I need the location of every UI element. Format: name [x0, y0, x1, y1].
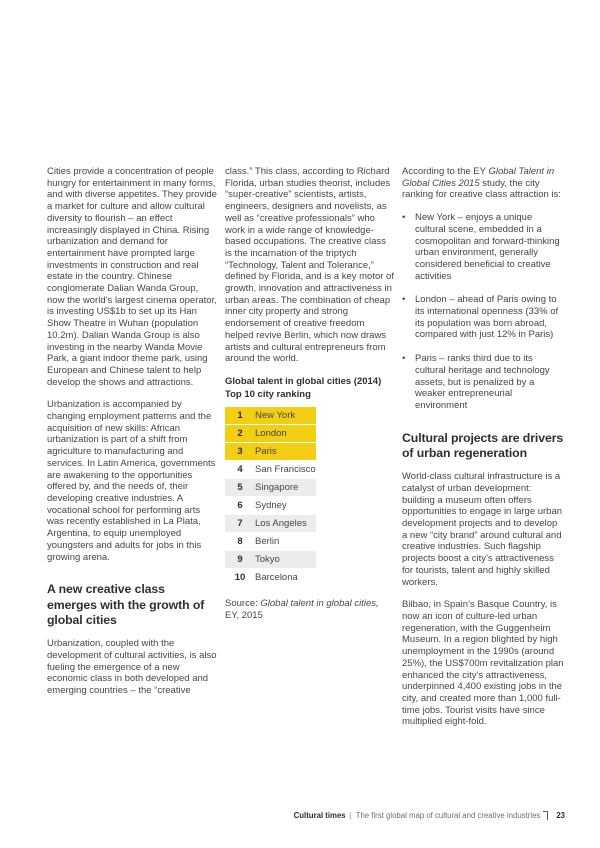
city-cell: Barcelona — [255, 572, 298, 584]
source-title: Global talent in global cities, — [260, 598, 379, 610]
rank-cell: 6 — [237, 500, 243, 512]
paragraph-world-class-infrastructure: World-class cultural infrastructure is a catalyst of urban development: building a museum often offers opportunities to engage in large urban development projects and to develop a new “city brand” around cultural and creative industries. Such flagship projects boost a city’s attractiveness for tourists, talent and highly skilled workers. — [402, 471, 563, 588]
page-footer — [294, 811, 565, 820]
footer-brand: Cultural times — [293, 811, 346, 820]
table-row — [225, 533, 316, 550]
city-cell: Sydney — [255, 500, 287, 512]
paragraph-creative-class-intro: Urbanization, coupled with the development of cultural activities, is also fueling the emergence of a new economic class in both developed and emerging countries – the “creative — [47, 638, 217, 696]
rank-cell: 5 — [237, 482, 243, 494]
city-cell: Berlin — [255, 536, 280, 548]
bullet-london — [402, 294, 565, 341]
rank-cell: 9 — [237, 554, 243, 566]
city-ranking-table — [225, 407, 316, 586]
footer-divider: | — [349, 811, 352, 820]
intro-pre: According to the EY — [402, 166, 489, 177]
city-cell: Tokyo — [255, 554, 280, 566]
page-content — [47, 166, 565, 739]
rank-cell: 4 — [237, 464, 243, 476]
table-title-line2: Top 10 city ranking — [225, 388, 311, 400]
bullet-icon: • — [402, 294, 406, 306]
rank-cell: 7 — [237, 518, 243, 530]
table-row — [225, 551, 316, 568]
page-corner-mark-icon — [543, 811, 548, 820]
city-cell: Los Angeles — [255, 518, 307, 530]
rank-cell: 10 — [234, 572, 246, 584]
table-title-line1: Global talent in global cities (2014) — [225, 375, 382, 387]
table-row — [225, 443, 316, 460]
column-2 — [225, 166, 395, 739]
table-row — [225, 569, 316, 586]
city-cell: Paris — [255, 446, 277, 458]
bullet-new-york — [402, 212, 565, 282]
paragraph-cities-entertainment: Cities provide a concentration of people hungry for entertainment in many forms, and with diverse appetites. They provide a market for culture and allow cultural diversity to flourish – an effect increasingly displayed in China. Rising urbanization and demand for entertainment have prompted large investments in construction and real estate in the country. Chinese conglomerate Dalian Wanda Group, now the world’s largest cinema operator, is investing US$1b to set up its Han Show Theatre in Wuhan (population 10.2m). Dalian Wanda Group is also investing in the nearby Wanda Movie Park, a giant indoor theme park, using European and Chinese talent to help develop the shows and attractions. — [47, 166, 217, 388]
source-rest: EY, 2015 — [225, 609, 263, 621]
heading-cultural-projects: Cultural projects are drivers of urban regeneration — [402, 430, 564, 460]
table-row — [225, 479, 316, 496]
paragraph-bilbao: Bilbao, in Spain’s Basque Country, is now an icon of culture-led urban regeneration, with the Guggenheim Museum. In a region blighted by high unemployment in the 1990s (around 25%), the US$700m revitalization plan enhanced the city’s attractiveness, underpinned 4,400 existing jobs in the city, and created more than 1,000 full-time jobs. Tourist visits have since multiplied eight-fold. — [402, 599, 564, 728]
paragraph-creative-class-florida: class.” This class, according to Richard Florida, urban studies theorist, includes “super-creative” scientists, artists, engineers, designers and novelists, as well as “creative professionals” who work in a wide range of knowledge-based occupations. The creative class is the incarnation of the triptych “Technology, Talent and Tolerance,” defined by Florida, and is a key motor of growth, innovation and attractiveness in urban areas. The combination of cheap inner city property and strong endorsement of creative freedom helped revive Berlin, which now draws artists and cultural entrepreneurs from around the world. — [225, 166, 394, 365]
bullet-text: New York – enjoys a unique cultural scene, embedded in a cosmopolitan and forward-thinking urban environment, generally considered beneficial to creative activities — [415, 212, 560, 282]
intro-study-title: Global Talent in Global Cities 2015 — [402, 166, 555, 189]
table-row — [225, 515, 316, 532]
rank-cell: 2 — [237, 428, 243, 440]
heading-new-creative-class: A new creative class emerges with the growth of global cities — [47, 582, 205, 627]
paragraph-ey-study-intro — [402, 166, 565, 201]
rank-cell: 1 — [237, 410, 243, 422]
paragraph-urbanization-skills: Urbanization is accompanied by changing employment patterns and the acquisition of new skills: African urbanization is part of a shift from agriculture to manufacturing and services. In Latin America, governments are awakening to the opportunities offered by, and the needs of, their developing creative industries. A vocational school for performing arts was recently established in La Plata, Argentina, to equip unemployed youngsters and adults for jobs in this growing arena. — [47, 399, 216, 563]
city-cell: San Francisco — [255, 464, 316, 476]
bullet-text: Paris – ranks third due to its cultural heritage and technology assets, but is penalized by a weaker entrepreneurial environment — [415, 353, 550, 411]
city-cell: New York — [255, 410, 296, 422]
table-source — [225, 598, 395, 621]
page-number: 23 — [556, 811, 565, 820]
column-1 — [47, 166, 218, 739]
table-row — [225, 407, 316, 424]
city-cell: London — [255, 428, 287, 440]
bullet-paris — [402, 353, 565, 412]
column-3 — [402, 166, 565, 739]
table-row — [225, 425, 316, 442]
bullet-icon: • — [402, 353, 406, 365]
intro-post: study, the city ranking for creative class attraction is: — [402, 177, 561, 201]
bullet-icon: • — [402, 212, 406, 224]
bullet-text: London – ahead of Paris owing to its international openness (33% of its population was born abroad, compared with just 12% in Paris) — [415, 294, 559, 341]
rank-cell: 8 — [237, 536, 243, 548]
table-title — [225, 376, 395, 401]
city-cell: Singapore — [255, 482, 299, 494]
city-bullet-list — [402, 212, 565, 412]
rank-cell: 3 — [237, 446, 243, 458]
table-row — [225, 497, 316, 514]
footer-subtitle: The first global map of cultural and creative industries — [355, 811, 541, 820]
source-label: Source: — [225, 598, 261, 610]
table-row — [225, 461, 316, 478]
